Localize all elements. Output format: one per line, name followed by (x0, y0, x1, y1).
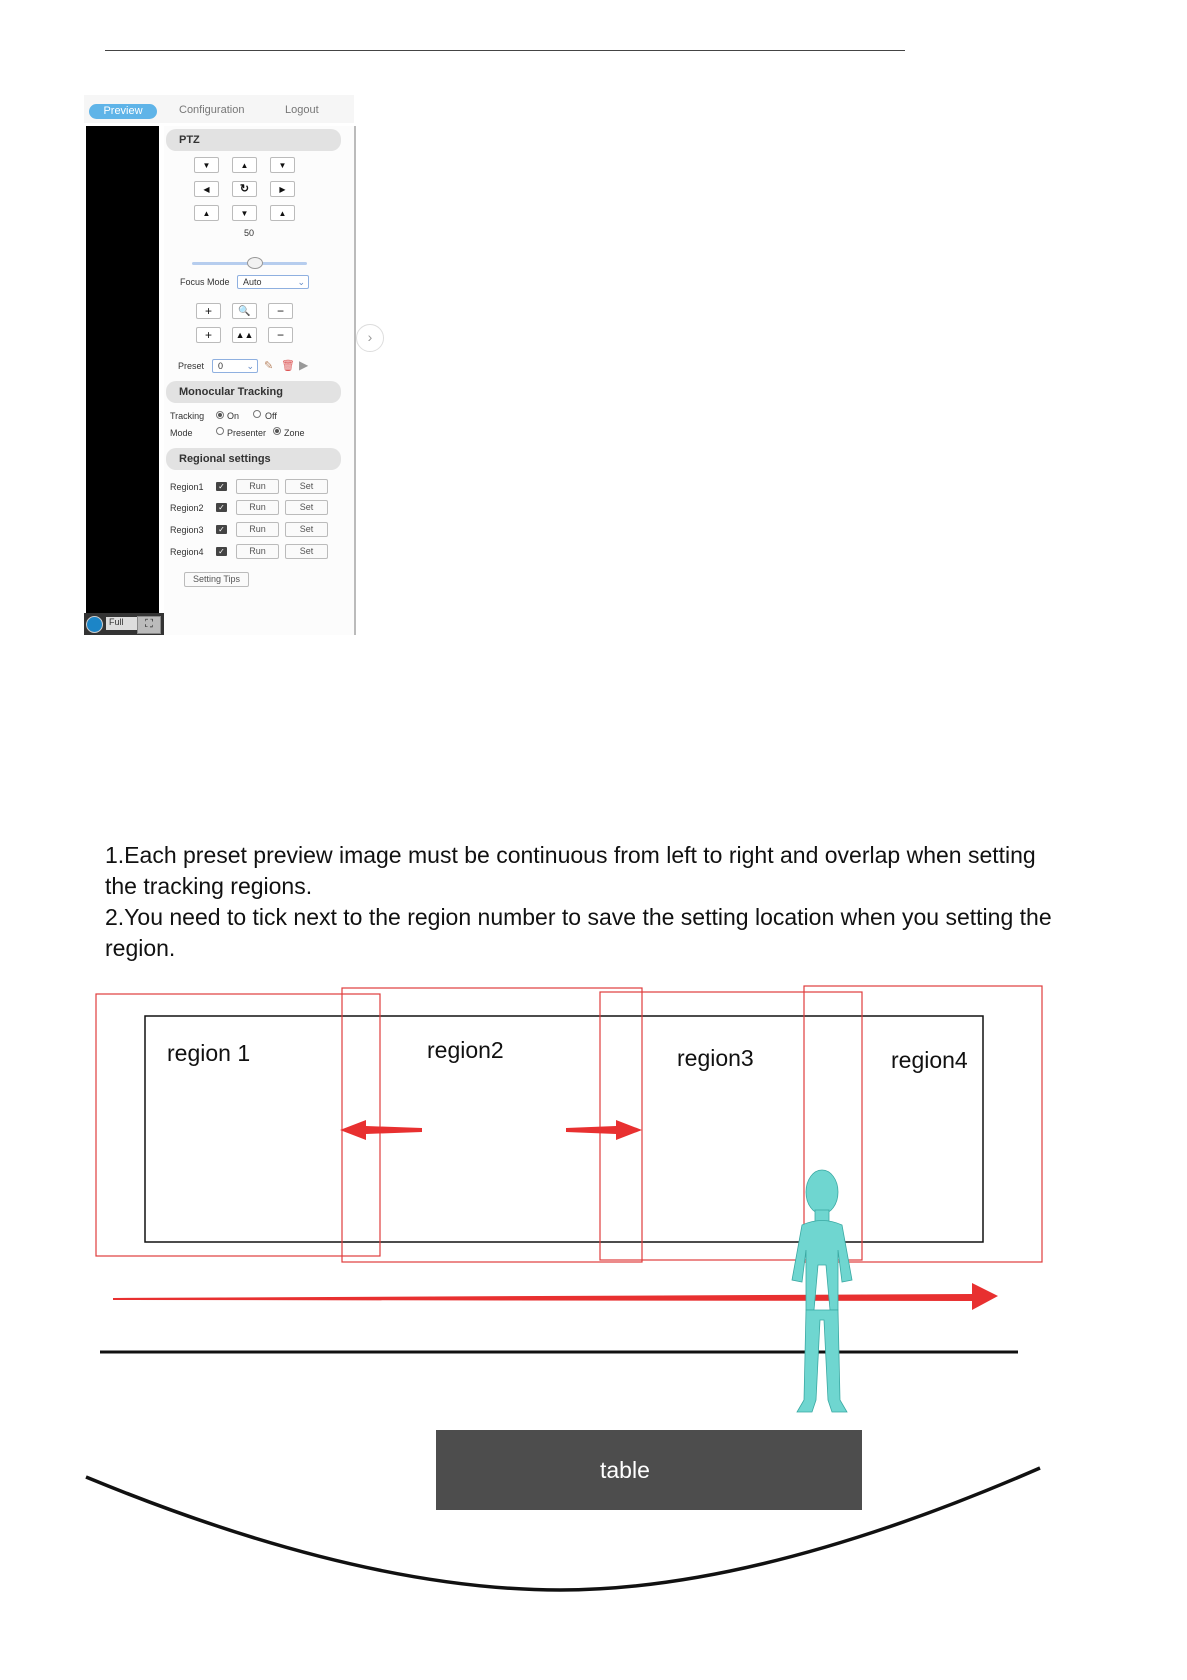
presenter-figure (792, 1170, 852, 1412)
focus-mode-value: Auto (243, 277, 262, 287)
speed-value: 50 (244, 228, 255, 238)
region-run-button[interactable]: Run (236, 500, 279, 515)
collapse-panel-icon[interactable]: › (356, 324, 384, 352)
preset-value: 0 (218, 361, 224, 371)
region-diagram (0, 980, 1187, 1620)
region-checkbox[interactable]: ✓ (216, 547, 227, 556)
chevron-down-icon: ⌄ (246, 361, 254, 371)
speed-slider-handle[interactable] (247, 257, 263, 269)
region-checkbox[interactable]: ✓ (216, 503, 227, 512)
tab-logout[interactable]: Logout (285, 104, 319, 116)
region-set-button[interactable]: Set (285, 522, 328, 537)
ptz-down-button[interactable]: ▼ (232, 205, 257, 221)
ptz-right-button[interactable]: ▶ (270, 181, 295, 197)
ptz-section-title: PTZ (166, 129, 341, 151)
region-label: Region4 (170, 547, 204, 557)
ptz-down-right-button[interactable]: ▲ (270, 205, 295, 221)
snapshot-icon[interactable] (86, 616, 103, 633)
instruction-2: 2.You need to tick next to the region number to save the setting location when you setting the region. (105, 904, 1052, 961)
tracking-label: Tracking (170, 411, 205, 421)
full-label: Full (106, 617, 141, 630)
zoom-out-button[interactable]: − (268, 303, 293, 319)
video-toolbar (84, 613, 164, 635)
tab-configuration[interactable]: Configuration (179, 104, 245, 116)
setting-tips-button[interactable]: Setting Tips (184, 572, 249, 587)
ptz-up-left-button[interactable]: ▼ (194, 157, 219, 173)
region-3-label: region3 (677, 1045, 754, 1071)
left-overlap-arrow (340, 1120, 422, 1140)
tracking-off-radio[interactable] (253, 410, 261, 418)
header-rule (105, 50, 905, 51)
tracking-on-label: On (227, 411, 240, 421)
region-run-button[interactable]: Run (236, 522, 279, 537)
mode-label: Mode (170, 428, 193, 438)
region-set-button[interactable]: Set (285, 544, 328, 559)
ptz-up-button[interactable]: ▲ (232, 157, 257, 173)
region-run-button[interactable]: Run (236, 479, 279, 494)
instructions (105, 840, 1065, 964)
fullscreen-icon[interactable]: ⛶ (137, 616, 161, 634)
mode-zone-label: Zone (284, 428, 305, 438)
zoom-in-button[interactable]: + (196, 303, 221, 319)
regional-section-title: Regional settings (166, 448, 341, 470)
region-label: Region1 (170, 482, 204, 492)
region-1-label: region 1 (167, 1040, 251, 1066)
chevron-down-icon: ⌄ (297, 277, 305, 287)
focus-mode-label: Focus Mode (180, 277, 230, 287)
instruction-1: 1.Each preset preview image must be continuous from left to right and overlap when setting the tracking regions. (105, 842, 1036, 899)
focus-far-button[interactable]: − (268, 327, 293, 343)
table-label: table (600, 1457, 650, 1483)
tab-preview[interactable]: Preview (89, 104, 157, 119)
mode-presenter-label: Presenter (227, 428, 267, 438)
region1-box (96, 994, 380, 1256)
ptz-left-button[interactable]: ◀ (194, 181, 219, 197)
right-overlap-arrow (566, 1120, 642, 1140)
zoom-icon: 🔍 (232, 303, 257, 319)
ptz-down-left-button[interactable]: ▲ (194, 205, 219, 221)
region4-box (804, 986, 1042, 1262)
movement-arrow (113, 1283, 998, 1310)
preset-set-icon[interactable]: ✎ (264, 360, 274, 372)
preset-delete-icon[interactable]: 🗑 (281, 360, 295, 372)
region-2-label: region2 (427, 1037, 504, 1063)
region-checkbox[interactable]: ✓ (216, 482, 227, 491)
region-set-button[interactable]: Set (285, 500, 328, 515)
region-label: Region3 (170, 525, 204, 535)
region-checkbox[interactable]: ✓ (216, 525, 227, 534)
region-4-label: region4 (891, 1047, 968, 1073)
mode-presenter-radio[interactable] (216, 427, 224, 435)
ptz-up-right-button[interactable]: ▼ (270, 157, 295, 173)
region2-box (342, 988, 642, 1262)
panorama-frame (145, 1016, 983, 1242)
preset-call-icon[interactable]: ▶ (299, 358, 309, 372)
ptz-home-button[interactable]: ↻ (232, 181, 257, 197)
top-nav (84, 95, 354, 123)
region-set-button[interactable]: Set (285, 479, 328, 494)
control-panel (164, 126, 373, 635)
focus-icon: ▲▲ (232, 327, 257, 343)
preset-label: Preset (178, 361, 205, 371)
focus-mode-select[interactable] (237, 275, 309, 289)
tracking-off-label: Off (265, 411, 277, 421)
focus-near-button[interactable]: + (196, 327, 221, 343)
tracking-section-title: Monocular Tracking (166, 381, 341, 403)
tracking-on-radio[interactable] (216, 411, 224, 419)
region-label: Region2 (170, 503, 204, 513)
preset-select[interactable] (212, 359, 258, 373)
camera-web-ui (84, 95, 373, 635)
video-preview (86, 126, 159, 630)
region-run-button[interactable]: Run (236, 544, 279, 559)
mode-zone-radio[interactable] (273, 427, 281, 435)
